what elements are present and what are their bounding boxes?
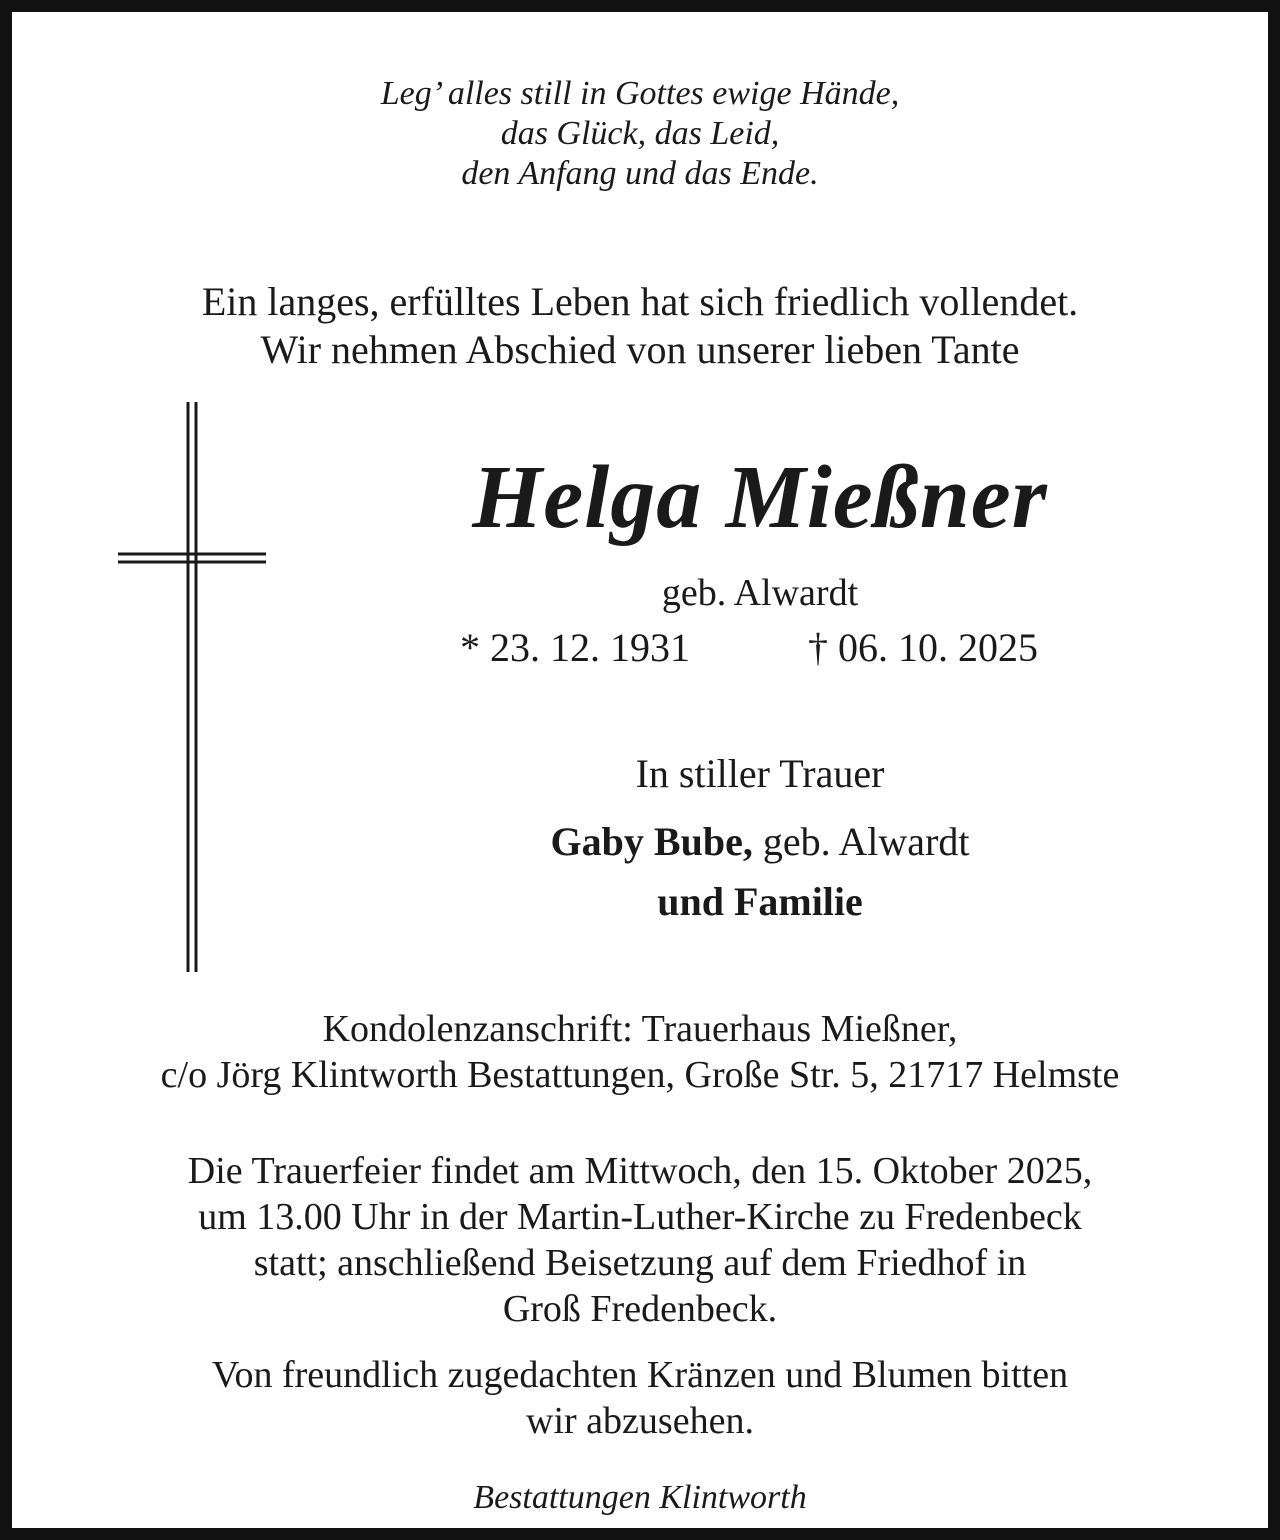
intro-line-2: Wir nehmen Abschied von unserer lieben Tante — [260, 327, 1020, 372]
verse-line-3: den Anfang und das Ende. — [461, 155, 819, 192]
mourner-family: und Familie — [657, 879, 863, 924]
verse-line-2: das Glück, das Leid, — [500, 115, 780, 152]
wreath-note — [0, 1352, 1280, 1444]
deceased-name: Helga Mießner — [472, 448, 1048, 547]
condolence-address — [0, 1006, 1280, 1098]
wreath-line-1: Von freundlich zugedachten Kränzen und Blumen bitten — [211, 1354, 1069, 1396]
intro-text — [0, 278, 1280, 374]
death-date: † 06. 10. 2025 — [808, 625, 1038, 670]
birth-name: geb. Alwardt — [661, 572, 859, 614]
funeral-line-4: Groß Fredenbeck. — [502, 1288, 778, 1330]
funeral-line-1: Die Trauerfeier findet am Mittwoch, den 15. Oktober 2025, — [187, 1150, 1093, 1192]
mourner-name-rest: geb. Alwardt — [752, 819, 970, 864]
wreath-line-2: wir abzusehen. — [526, 1400, 754, 1442]
funeral-line-3: statt; anschließend Beisetzung auf dem Friedhof in — [253, 1242, 1027, 1284]
verse — [0, 74, 1280, 194]
funeral-home-signature: Bestattungen Klintworth — [473, 1479, 807, 1516]
verse-line-1: Leg’ alles still in Gottes ewige Hände, — [380, 75, 900, 112]
address-line-2: c/o Jörg Klintworth Bestattungen, Große Str. 5, 21717 Helmste — [160, 1054, 1120, 1096]
birth-date: * 23. 12. 1931 — [460, 625, 690, 670]
mourner-name-bold: Gaby Bube, — [550, 819, 753, 864]
address-line-1: Kondolenzanschrift: Trauerhaus Mießner, — [322, 1008, 958, 1050]
intro-line-1: Ein langes, erfülltes Leben hat sich friedlich vollendet. — [201, 279, 1079, 324]
funeral-details — [0, 1148, 1280, 1332]
funeral-line-2: um 13.00 Uhr in der Martin-Luther-Kirche zu Fredenbeck — [198, 1196, 1082, 1238]
mourner-name — [380, 818, 1140, 866]
latin-cross-icon — [118, 402, 266, 972]
mourning-heading: In stiller Trauer — [635, 751, 885, 796]
